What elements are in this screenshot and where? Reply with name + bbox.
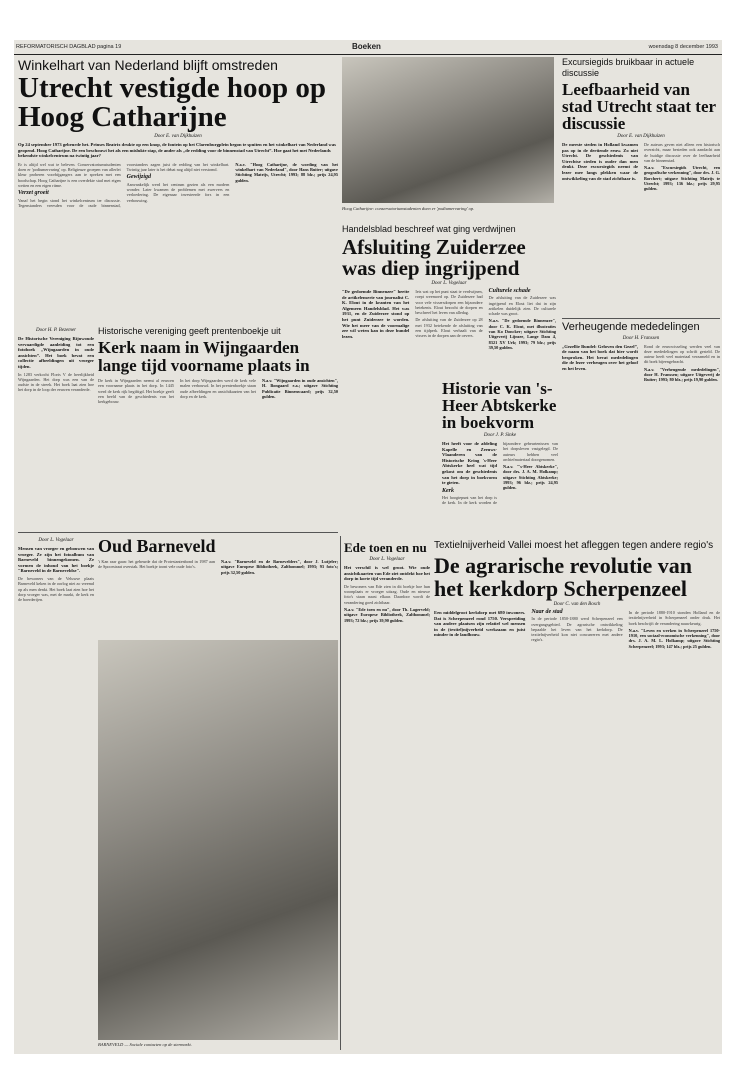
paragraph: De bewoners van Ede zien in dit boekje hoe hun woonplaats er vroeger uitzag. Oude en nieuwe foto's staan naast elkaar. Daardoor wordt de verandering goed zichtbaar. [344, 583, 430, 605]
paragraph: Het heeft voor de afdeling Kapelle en Zeeuws-Vlaanderen van de Historische Kring 's-Heer Abtskerke heel wat tijd gekost om de geschiedenis van het dorp in boekvorm te gieten. [442, 441, 497, 486]
column-rule [340, 536, 341, 1050]
article-hoog-catharijne [18, 57, 338, 321]
article-headline: Oud Barneveld [98, 536, 216, 556]
article-ede [344, 540, 430, 1050]
paragraph: De bewoners van de Veluwse plaats Barneveld keken in de oorlog niet zo vreemd op als men denkt. Het boek laat zien hoe het dorp vroeger was, met de markt, de kerk en de boerderijen. [18, 575, 94, 603]
header-date: woensdag 8 december 1993 [648, 44, 718, 50]
paragraph: 't Kan raar gaan: het gebeurde dat de Protestantenbond in 1987 aan de Spoorstraat overstak. Het boekje toont vele oude foto's. [98, 559, 215, 570]
photo-barneveld [98, 640, 338, 1040]
article-byline: Door L. Vogelaar [369, 557, 405, 562]
article-byline: Door E. van Dijkhuizen [154, 134, 202, 139]
article-abtskerke [442, 380, 558, 554]
article-body [442, 441, 558, 554]
article-body [18, 162, 338, 310]
subheading: Naar de stad [531, 609, 563, 615]
article-byline: Door L. Vogelaar [38, 538, 74, 543]
article-headline: Kerk naam in Wijngaarden lange tijd voorname plaats in [98, 338, 310, 375]
subheading: Culturele schade [488, 288, 531, 294]
paragraph: Iets wat op het punt staat te verdwijnen, roept weemoed op. De Zuiderzee had voor vele vissersdorpen een bijzondere betekenis. Elout bezocht de dorpen en beschreef het leven van alledag. [415, 289, 483, 316]
book-info: N.a.v. "Verheugende mededelingen", door H. Franssen; uitgave Uitgeverij de Ruiter; 1993; 80 blz.; prijs 19,90 gulden. [644, 366, 720, 383]
photo-hoog-catharijne [342, 57, 554, 203]
article-scherpenzeel [434, 540, 720, 1050]
article-lead: Op 24 september 1973 gebeurde het. Prinses Beatrix drukte op een knop, de fontein op het Clarenburgplein begon te spuiten en het winkelhart van Nederland was geopend. Hoog Catharijne. De een beschouwt het als een mislukte stap, de ander als „de redding voor de binnenstad van Utrecht”. Hoe gaat het met Nederlands bekendste winkelcentrum na twintig jaar? [18, 142, 336, 159]
article-byline: Door L. Vogelaar [431, 281, 467, 286]
paragraph: De afsluiting van de Zuiderzee was ingrijpend en Elout liet dat in zijn artikelen duidelijk zien. De culturele schade was groot. [488, 295, 556, 317]
section-title: Boeken [352, 42, 381, 51]
article-verheugende-mededelingen [562, 318, 720, 550]
paragraph: Mensen van vroeger en gebouwen van vroeger. Ze zijn het fotoalbum van Barneveld binnengekomen. Ze vormen de inhoud van het boekje "Barneveld in de Barneveldse". [18, 546, 94, 574]
article-excursiegids [562, 57, 720, 313]
header-rule [14, 54, 722, 55]
book-info: N.a.v. "'s-Heer Abtskerke", door drs. J. A. M. Holkamp; uitgave Stichting Abtskerke; 1993; 96 blz.; prijs 24,95 gulden. [503, 464, 558, 491]
paragraph: „Gezellie Bundel: Geloven den Gezel”, de naam van het boek dat hier wordt besproken. Het bevat mededelingen die de lezer verheugen over het geloof en het leven. [562, 343, 638, 371]
page-header [14, 40, 722, 54]
article-body [434, 610, 720, 1050]
paragraph: Het verschil is wel groot. Wie oude ansichtkaarten van Ede ziet ontdekt hoe het dorp in korte tijd veranderde. [344, 565, 430, 582]
article-kicker: Handelsblad beschreef wat ging verdwijnen [342, 224, 516, 234]
paragraph: Vanaf het begin stond het winkelcentrum ter discussie. Tegenstanders vreesden voor de oude binnenstad, voorstanders zagen juist de redding van het winkelhart. Twintig jaar later is het debat nog altijd niet verstomd. [18, 161, 230, 208]
article-body [98, 378, 338, 526]
article-headline: Historie van 's-Heer Abtskerke in boekvorm [442, 380, 557, 432]
paragraph: De meeste steden in Holland kwamen pas op in de dertiende eeuw. Zo niet Utrecht. De geschiedenis van Utrechtse steden is ouder dan men denkt. Deze excursiegids neemt de lezer mee langs plekken waar de ontwikkeling van de stad zichtbaar is. [562, 142, 638, 181]
paragraph: Het hoogtepunt van het dorp is de kerk. In de kerk worden de bijzondere gebeurtenissen van het dorpsleven vastgelegd. De auteurs hebben veel archiefmateriaal doorgenomen. [442, 441, 558, 506]
article-oud-barneveld [98, 536, 338, 636]
paragraph: "De gedoemde Binnenzee" heette de artikelenserie van journalist C. K. Elout in de kranten van het Algemeen Handelsblad. Het was 1931, en de Zuiderzee stond op het punt Zuiderzee te worden. Wie het meer van de voormalige zee wil weten kan in deze bundel lezen. [342, 289, 410, 339]
book-info: N.a.v. "Excursiegids Utrecht, een geografische verkenning", door drs. J. G. Borchert; uitgave Stichting Matrijs te Utrecht; 1993; 136 blz.; prijs 29,95 gulden. [644, 165, 720, 192]
paragraph: In de periode 1850-1880 werd Scherpenzeel een overgangsgebied. De agrarische ontwikkeling bepaalde het leven van het kerkdorp. De textielnijverheid kon niet concurreren met andere regio's. [531, 616, 623, 643]
book-info: N.a.v. "Ede toen en nu", door Th. Lagerveld; uitgave Europese Bibliotheek, Zaltbommel; 1993; 72 blz.; prijs 39,90 gulden. [344, 606, 430, 623]
photo-caption: Hoog Catharijne: conservatoriumstudenten doen er 'podiumervaring' op. [342, 206, 475, 211]
article-body [98, 559, 338, 633]
article-body [344, 565, 430, 1045]
article-kicker: Excursiegids bruikbaar in actuele discussie [562, 57, 695, 78]
article-byline: Door H. Franssen [622, 335, 660, 341]
subheading: Verzet groeit [18, 190, 49, 197]
article-byline: Door H. P. Bezemer [35, 328, 77, 333]
article-body [18, 546, 94, 1046]
article-body [18, 336, 94, 526]
paragraph: Een middelgroot kerkdorp met 680 inwoners. Dat is Scherpenzeel rond 1750. Verspreiding van andere plaatsen zijn relatief wel mensen in de (textiel)nijverheid werkzaam en juist minder in de landbouw. [434, 610, 526, 638]
paragraph: De afsluiting van de Zuiderzee op 28 mei 1932 betekende de afsluiting van een tijdperk. Elout verhaalt van de vissers in de dorpen aan de oevers. [415, 317, 483, 339]
paragraph: Rond de eeuwwisseling werden veel van deze mededelingen op schrift gesteld. De auteur heeft veel materiaal verzameld en in dit boek bijeengebracht. [644, 343, 720, 365]
article-headline: De agrarische revolutie van het kerkdorp Scherpenzeel [434, 553, 693, 601]
article-body [562, 344, 720, 534]
article-wijngaarden [98, 326, 338, 526]
article-byline: Door J. P. Sinke [483, 433, 517, 438]
book-info: N.a.v. "Leven en werken in Scherpenzeel 1750-1910, een sociaal-economische verkenning", door drs. J. A. M. L. Holkamp; uitgave Stichting Scherpenzeel; 1993; 147 blz.; prijs 25 gulden. [628, 627, 720, 649]
book-info: N.a.v. "Wijngaarden in oude ansichten", H. Bongaard e.a.; uitgave Stichting Publicatie Binnenwaard; prijs 32,50 gulden. [262, 378, 338, 399]
subheading: Kerk [442, 487, 454, 494]
newspaper-page [14, 40, 722, 1054]
article-headline: Verheugende mededelingen [562, 320, 700, 333]
article-body [562, 142, 720, 313]
paragraph: De Historische Vereniging Rijnwoude vervaardigde aanleiding tot een fotoboek „Wijngaarden in oude ansichten”. Het boek bevat een collectie afbeeldingen uit vroeger tijden. [18, 336, 94, 369]
photo-caption: BARNEVELD — Sociale contacten op de stermarkt. [98, 1042, 192, 1047]
paragraph: Aanvankelijk werd het centrum gezien als een modern wonder. Later kwamen de problemen met zwervers en verloedering. De eigenaar investeerde fors in een verbouwing. [126, 181, 230, 203]
paragraph: In 1283 verkocht Floris V de heerlijkheid Wijngaarden. Het dorp was een van de oudste in de streek. Het boek laat zien hoe het dorp in de loop der eeuwen veranderde. [18, 371, 94, 393]
paragraph: Er is altijd wel wat te beleven. Conservatoriumstudenten doen er 'podiumervaring' op. Religieuze groepen van allerlei kleur proberen voorbijgangers aan te spreken met een boodschap. Hoog Catharijne is een overdekte stad met eigen wetten en een eigen ritme. [18, 161, 121, 188]
book-info: N.a.v. "Hoog Catharijne, de wording van het winkelhart van Nederland", door Hans Buiter; uitgave Stichting Matrijs, Utrecht; 1993; 88 blz.; prijs 24,95 gulden. [235, 161, 338, 183]
book-info: N.a.v. "De gedoemde Binnenzee", door C. K. Elout, met illustraties van Ko Doncker; uitgave Stichting Uitgeverij Lijnzee, Lange Dam 4, 8321 XV Urk; 1993; 79 blz.; prijs 39,50 gulden. [488, 318, 556, 350]
article-byline: Door E. van Dijkhuizen [617, 134, 665, 139]
paragraph: In de periode 1880-1910 stonden Holland en de textielnijverheid in Scherpenzeel onder druk. Het boek beschrijft de verandering nauwkeurig. [628, 610, 720, 626]
article-kicker: Historische vereniging geeft prentenboekje uit [98, 326, 281, 336]
article-headline: Utrecht vestigde hoop op Hoog Catharijne [18, 72, 326, 133]
article-rijnwoude [18, 326, 94, 530]
article-kicker: Textielnijverheid Vallei moest het afleggen tegen andere regio's [434, 540, 714, 551]
article-kicker: Winkelhart van Nederland blijft omstreden [18, 57, 278, 73]
article-byline: Door C. van den Bosch [553, 602, 601, 607]
book-info: N.a.v. "Barneveld en de Barnevelders", door J. Lutjeler; uitgave Europese Bibliotheek, Zaltbommel; 1993; 93 foto's; prijs 32,50 gulden. [221, 559, 338, 575]
article-headline: Ede toen en nu [344, 540, 427, 555]
paragraph: De auteurs geven niet alleen een historisch overzicht, maar besteden ook aandacht aan de huidige discussie over de leefbaarheid van de binnenstad. [644, 142, 720, 163]
section-rule [18, 532, 338, 533]
article-headline: Afsluiting Zuiderzee was diep ingrijpend [342, 235, 526, 280]
subheading: Gewijzigd [126, 174, 151, 181]
paragraph: De kerk in Wijngaarden neemt al eeuwen een voorname plaats in het dorp. In 1445 werd de kerk rijk begiftigd. Het boekje geeft een beeld van de geschiedenis van het kerkgebouw. [98, 378, 174, 405]
paragraph: In het dorp Wijngaarden werd de kerk vele malen verbouwd. In het prentenboekje staan oude afbeeldingen en ansichtkaarten van het dorp en de kerk. [180, 378, 256, 399]
header-left: REFORMATORISCH DAGBLAD pagina 19 [16, 44, 122, 50]
article-headline: Leefbaarheid van stad Utrecht staat ter discussie [562, 80, 716, 133]
article-oud-barneveld-text [18, 536, 94, 1050]
